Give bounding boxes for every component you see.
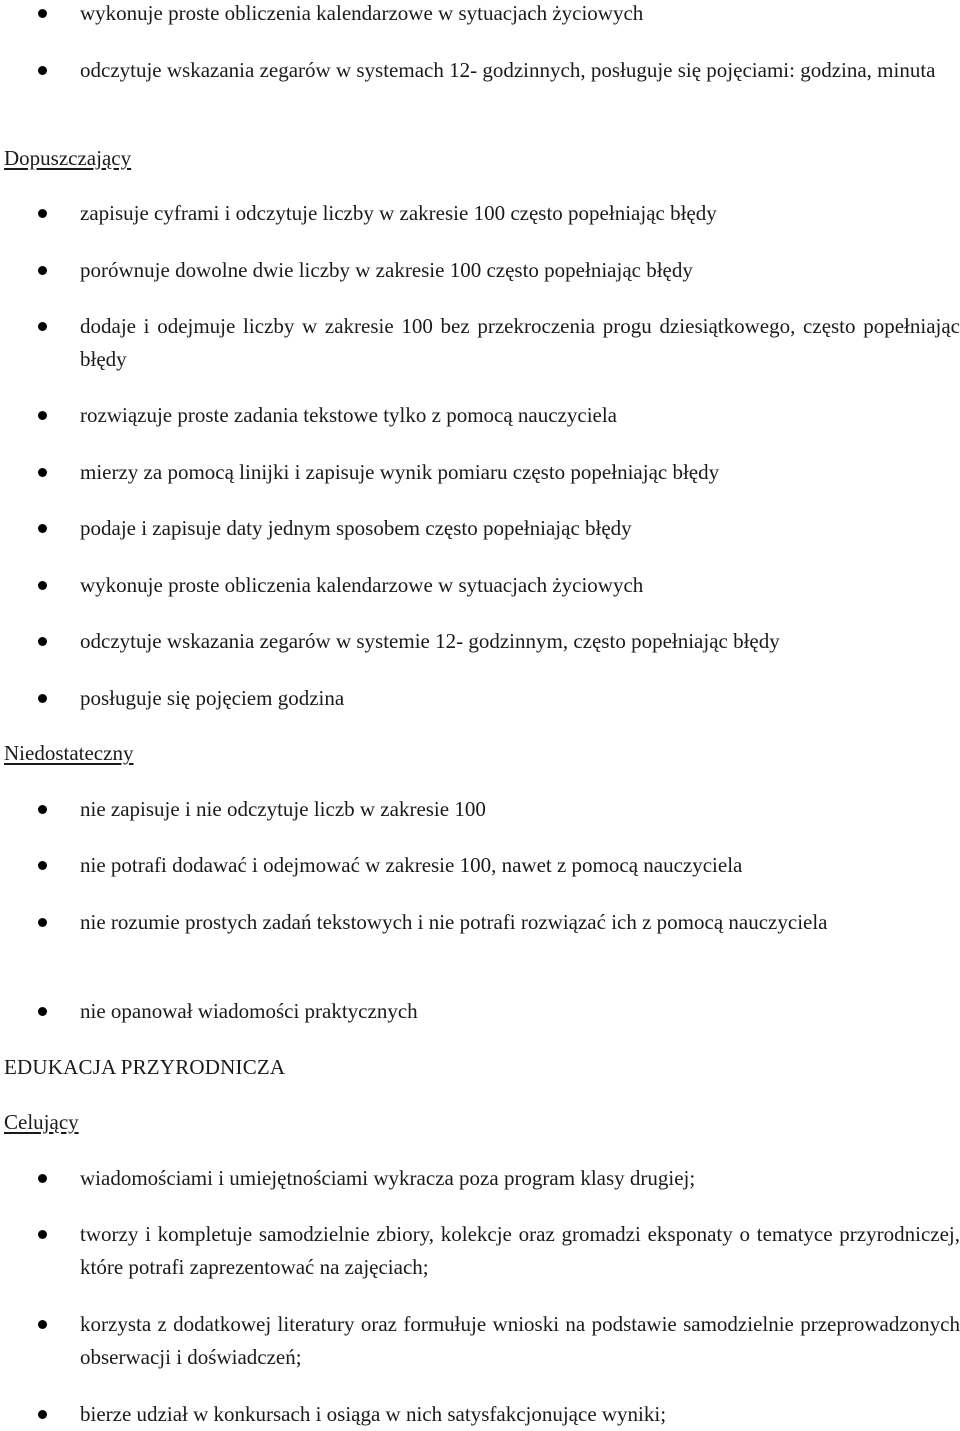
list-item: porównuje dowolne dwie liczby w zakresie 100 często popełniając błędy	[80, 258, 693, 282]
grade-heading-dopuszczajacy: Dopuszczający	[4, 146, 132, 170]
list-item: mierzy za pomocą linijki i zapisuje wynik pomiaru często popełniając błędy	[80, 460, 720, 484]
grade-heading-niedostateczny: Niedostateczny	[4, 741, 134, 765]
bullet-icon	[38, 468, 47, 477]
section-title: EDUKACJA PRZYRODNICZA	[4, 1055, 286, 1079]
bullet-icon	[38, 524, 47, 533]
list-item: tworzy i kompletuje samodzielnie zbiory, kolekcje oraz gromadzi eksponaty o tematyce przyrodniczej, które potrafi zaprezentować na zajęciach;	[80, 1222, 960, 1279]
bullet-icon	[38, 1410, 47, 1419]
list-item: wiadomościami i umiejętnościami wykracza poza program klasy drugiej;	[80, 1166, 696, 1190]
list-item: odczytuje wskazania zegarów w systemach 12- godzinnych, posługuje się pojęciami: godzina, minuta	[80, 58, 936, 82]
list-item: wykonuje proste obliczenia kalendarzowe w sytuacjach życiowych	[80, 1, 644, 25]
list-item: wykonuje proste obliczenia kalendarzowe w sytuacjach życiowych	[80, 573, 644, 597]
bullet-icon	[38, 9, 47, 18]
list-item: podaje i zapisuje daty jednym sposobem często popełniając błędy	[80, 516, 632, 540]
bullet-icon	[38, 637, 47, 646]
list-item: korzysta z dodatkowej literatury oraz formułuje wnioski na podstawie samodzielnie przeprowadzonych obserwacji i doświadczeń;	[80, 1312, 960, 1369]
list-item: rozwiązuje proste zadania tekstowe tylko z pomocą nauczyciela	[80, 403, 618, 427]
list-item: odczytuje wskazania zegarów w systemie 12- godzinnym, często popełniając błędy	[80, 629, 780, 653]
bullet-icon	[38, 266, 47, 275]
list-item: nie rozumie prostych zadań tekstowych i nie potrafi rozwiązać ich z pomocą nauczyciela	[80, 910, 828, 934]
bullet-icon	[38, 805, 47, 814]
bullet-icon	[38, 694, 47, 703]
bullet-icon	[38, 322, 47, 331]
list-item: dodaje i odejmuje liczby w zakresie 100 bez przekroczenia progu dziesiątkowego, często popełniając błędy	[80, 314, 960, 371]
bullet-icon	[38, 1174, 47, 1183]
bullet-icon	[38, 861, 47, 870]
list-item: posługuje się pojęciem godzina	[80, 686, 345, 710]
bullet-icon	[38, 66, 47, 75]
list-item: nie zapisuje i nie odczytuje liczb w zakresie 100	[80, 797, 486, 821]
bullet-icon	[38, 581, 47, 590]
bullet-icon	[38, 1007, 47, 1016]
bullet-icon	[38, 411, 47, 420]
bullet-icon	[38, 1230, 47, 1239]
grade-heading-celujacy: Celujący	[4, 1110, 79, 1134]
bullet-icon	[38, 1320, 47, 1329]
bullet-icon	[38, 209, 47, 218]
bullet-icon	[38, 918, 47, 927]
list-item: nie potrafi dodawać i odejmować w zakresie 100, nawet z pomocą nauczyciela	[80, 853, 743, 877]
list-item: nie opanował wiadomości praktycznych	[80, 999, 418, 1023]
list-item: zapisuje cyframi i odczytuje liczby w zakresie 100 często popełniając błędy	[80, 201, 717, 225]
list-item: bierze udział w konkursach i osiąga w nich satysfakcjonujące wyniki;	[80, 1402, 667, 1426]
